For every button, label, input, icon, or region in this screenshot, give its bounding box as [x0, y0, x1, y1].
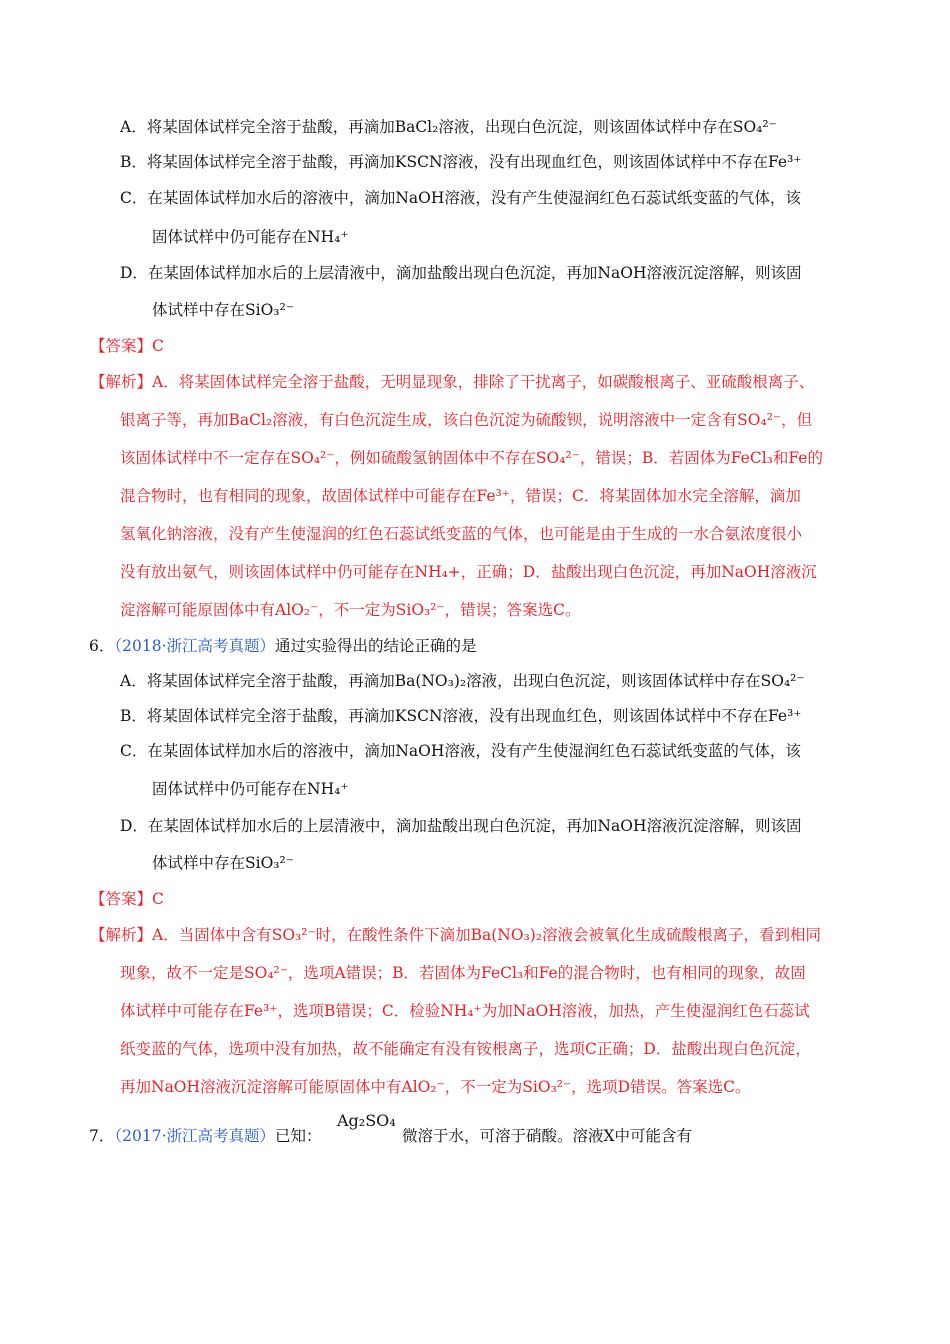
explanation-line: 银离子等，再加BaCl₂溶液，有白色沉淀生成，该白色沉淀为硫酸钡，说明溶液中一定含有SO₄²⁻，但: [120, 411, 813, 429]
question-stem: 通过实验得出的结论正确的是: [275, 637, 477, 655]
explanation-line: 氢氧化钠溶液，没有产生使湿润的红色石蕊试纸变蓝的气体，也可能是由于生成的一水合氨浓度很小: [120, 525, 803, 543]
explanation-line: 现象，故不一定是SO₄²⁻，选项A错误；B．若固体为FeCl₃和Fe的混合物时，也有相同的现象，故固: [120, 964, 806, 982]
option-d: D．在某固体试样加水后的上层清液中，滴加盐酸出现白色沉淀，再加NaOH溶液沉淀溶解，则该固: [120, 264, 802, 282]
option-c-continued: 固体试样中仍可能存在NH₄⁺: [152, 780, 349, 798]
explanation-line: 【解析】A．当固体中含有SO₃²⁻时，在酸性条件下滴加Ba(NO₃)₂溶液会被氧化生成硫酸根离子，看到相同: [90, 926, 822, 944]
option-d-continued: 体试样中存在SiO₃²⁻: [152, 301, 294, 319]
option-c: C．在某固体试样加水后的溶液中，滴加NaOH溶液，没有产生使湿润红色石蕊试纸变蓝的气体，该: [120, 189, 801, 207]
explanation-line: 纸变蓝的气体，选项中没有加热，故不能确定有没有铵根离子，选项C正确；D．盐酸出现白色沉淀，: [120, 1040, 811, 1058]
answer-label: 【答案】C: [90, 337, 164, 355]
option-c-continued: 固体试样中仍可能存在NH₄⁺: [152, 228, 349, 246]
option-a: A．将某固体试样完全溶于盐酸，再滴加BaCl₂溶液，出现白色沉淀，则该固体试样中存在SO₄²⁻: [120, 118, 777, 136]
question-number: 6．: [89, 637, 115, 655]
question-source: （2017·浙江高考真题）: [114, 1127, 275, 1145]
question-known: 已知：: [275, 1127, 322, 1145]
question-6-header: [89, 636, 477, 656]
question-stem: 微溶于水，可溶于硝酸。溶液X中可能含有: [402, 1127, 693, 1145]
explanation-line: 再加NaOH溶液沉淀溶解可能原固体中有AlO₂⁻，不一定为SiO₃²⁻，选项D错误。答案选C。: [120, 1078, 751, 1096]
option-a: A．将某固体试样完全溶于盐酸，再滴加Ba(NO₃)₂溶液，出现白色沉淀，则该固体试样中存在SO₄²⁻: [120, 672, 805, 690]
explanation-line: 体试样中可能存在Fe³⁺，选项B错误；C．检验NH₄⁺为加NaOH溶液，加热，产生使湿润红色石蕊试: [120, 1002, 810, 1020]
question-7-header: [89, 1126, 322, 1146]
explanation-line: 【解析】A．将某固体试样完全溶于盐酸，无明显现象，排除了干扰离子，如碳酸根离子、亚硫酸根离子、: [90, 373, 815, 391]
explanation-line: 混合物时，也有相同的现象，故固体试样中可能存在Fe³⁺，错误；C．将某固体加水完全溶解，滴加: [120, 487, 801, 505]
option-d: D．在某固体试样加水后的上层清液中，滴加盐酸出现白色沉淀，再加NaOH溶液沉淀溶解，则该固: [120, 817, 802, 835]
answer-label: 【答案】C: [90, 890, 164, 908]
explanation-line: 该固体试样中不一定存在SO₄²⁻，例如硫酸氢钠固体中不存在SO₄²⁻，错误；B．若固体为FeCl₃和Fe的: [120, 449, 823, 467]
option-b: B．将某固体试样完全溶于盐酸，再滴加KSCN溶液，没有出现血红色，则该固体试样中不存在Fe³⁺: [120, 707, 802, 725]
option-b: B．将某固体试样完全溶于盐酸，再滴加KSCN溶液，没有出现血红色，则该固体试样中不存在Fe³⁺: [120, 153, 802, 171]
option-c: C．在某固体试样加水后的溶液中，滴加NaOH溶液，没有产生使湿润红色石蕊试纸变蓝的气体，该: [120, 742, 801, 760]
chemical-formula: Ag₂SO₄: [337, 1111, 396, 1130]
explanation-line: 淀溶解可能原固体中有AlO₂⁻，不一定为SiO₃²⁻，错误；答案选C。: [120, 601, 581, 619]
option-d-continued: 体试样中存在SiO₃²⁻: [152, 854, 294, 872]
question-number: 7．: [89, 1127, 115, 1145]
question-source: （2018·浙江高考真题）: [114, 637, 275, 655]
explanation-line: 没有放出氨气，则该固体试样中仍可能存在NH₄+，正确；D．盐酸出现白色沉淀，再加NaOH溶液沉: [120, 563, 817, 581]
